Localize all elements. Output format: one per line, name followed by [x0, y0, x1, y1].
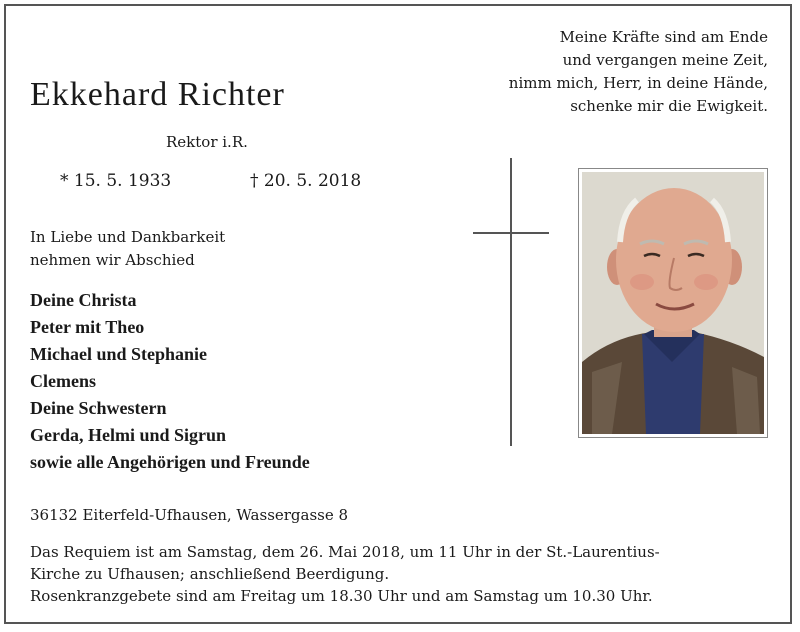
- service-line: Das Requiem ist am Samstag, dem 26. Mai 2018, um 11 Uhr in der St.-Laurentius-: [30, 543, 660, 561]
- mourner: Deine Schwestern: [30, 398, 167, 418]
- cross-icon-bar: [473, 232, 549, 234]
- poem-line: schenke mir die Ewigkeit.: [570, 97, 768, 115]
- mourner: Clemens: [30, 371, 96, 391]
- mourner: Peter mit Theo: [30, 317, 145, 337]
- mourners-list: [30, 287, 310, 476]
- portrait-photo: [582, 172, 764, 434]
- poem: [509, 26, 768, 118]
- address: 36132 Eiterfeld-Ufhausen, Wassergasse 8: [30, 506, 349, 524]
- mourner: Gerda, Helmi und Sigrun: [30, 425, 227, 445]
- intro-line: In Liebe und Dankbarkeit: [30, 228, 226, 246]
- mourner: Michael und Stephanie: [30, 344, 208, 364]
- cross-icon: [510, 158, 512, 446]
- service-info: [30, 541, 660, 607]
- service-line: Rosenkranzgebete sind am Freitag um 18.30 Uhr und am Samstag um 10.30 Uhr.: [30, 587, 653, 605]
- intro-line: nehmen wir Abschied: [30, 251, 195, 269]
- poem-line: Meine Kräfte sind am Ende: [559, 28, 768, 46]
- portrait-frame: [578, 168, 768, 438]
- poem-line: und vergangen meine Zeit,: [562, 51, 768, 69]
- death-date: † 20. 5. 2018: [250, 171, 362, 191]
- mourner: sowie alle Angehörigen und Freunde: [30, 452, 310, 472]
- farewell-intro: [30, 226, 225, 272]
- birth-date: * 15. 5. 1933: [60, 171, 172, 191]
- deceased-title: Rektor i.R.: [166, 133, 248, 151]
- poem-line: nimm mich, Herr, in deine Hände,: [508, 74, 768, 92]
- service-line: Kirche zu Ufhausen; anschließend Beerdigung.: [30, 565, 390, 583]
- deceased-name: Ekkehard Richter: [30, 76, 285, 113]
- mourner: Deine Christa: [30, 290, 137, 310]
